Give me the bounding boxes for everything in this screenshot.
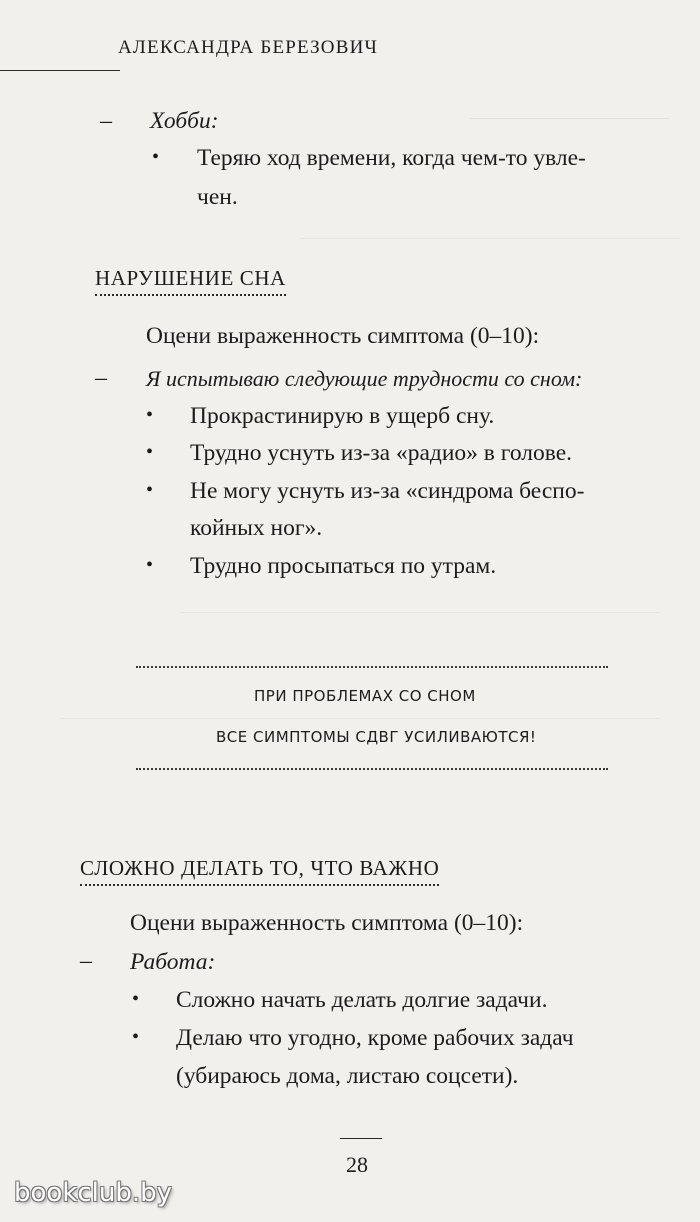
hobby-bullet: • bbox=[152, 146, 160, 168]
sleep-bullet: • bbox=[146, 441, 154, 463]
page-number: 28 bbox=[346, 1152, 368, 1177]
sleep-bullet: • bbox=[146, 404, 154, 426]
important-item-2-line2: (убираюсь дома, листаю соцсети). bbox=[176, 1063, 519, 1089]
important-dash: – bbox=[80, 948, 92, 974]
sleep-rate-prompt: Оцени выраженность симптома (0–10): bbox=[146, 323, 540, 349]
sleep-heading: НАРУШЕНИЕ СНА bbox=[95, 266, 286, 296]
important-heading: СЛОЖНО ДЕЛАТЬ ТО, ЧТО ВАЖНО bbox=[80, 856, 439, 886]
callout-bottom-rule bbox=[136, 768, 608, 770]
important-item-1: Сложно начать делать долгие задачи. bbox=[176, 987, 548, 1013]
sleep-item-3-line2: койных ног». bbox=[190, 515, 323, 541]
header-rule bbox=[0, 70, 120, 71]
callout-line-2: ВСЕ СИМПТОМЫ СДВГ УСИЛИВАЮТСЯ! bbox=[216, 728, 537, 746]
important-item-2-line1: Делаю что угодно, кроме рабочих задач bbox=[176, 1025, 574, 1051]
sleep-dash: – bbox=[95, 365, 107, 391]
sleep-item-2: Трудно уснуть из-за «радио» в голове. bbox=[190, 440, 573, 466]
hobby-item-line1: Теряю ход времени, когда чем-то увле- bbox=[197, 145, 586, 171]
sleep-bullet: • bbox=[146, 554, 154, 576]
important-rate-prompt: Оцени выраженность симптома (0–10): bbox=[130, 910, 524, 936]
important-bullet: • bbox=[132, 988, 140, 1010]
callout-top-rule bbox=[136, 666, 608, 668]
sleep-item-3-line1: Не могу уснуть из-за «синдрома беспо- bbox=[190, 478, 585, 504]
sleep-intro: Я испытываю следующие трудности со сном: bbox=[146, 366, 583, 391]
sleep-item-4: Трудно просыпаться по утрам. bbox=[190, 553, 497, 579]
watermark: bookclub.by bbox=[14, 1178, 173, 1208]
hobby-item-line2: чен. bbox=[197, 184, 238, 210]
callout-line-1: ПРИ ПРОБЛЕМАХ СО СНОМ bbox=[254, 687, 476, 705]
running-header-author: АЛЕКСАНДРА БЕРЕЗОВИЧ bbox=[118, 37, 379, 58]
sleep-item-1: Прокрастинирую в ущерб сну. bbox=[190, 403, 495, 429]
page-number-rule bbox=[340, 1138, 382, 1139]
important-label: Работа: bbox=[130, 949, 216, 975]
hobby-dash: – bbox=[100, 108, 112, 134]
important-bullet: • bbox=[132, 1026, 140, 1048]
hobby-label: Хобби: bbox=[150, 108, 219, 134]
sleep-bullet: • bbox=[146, 479, 154, 501]
